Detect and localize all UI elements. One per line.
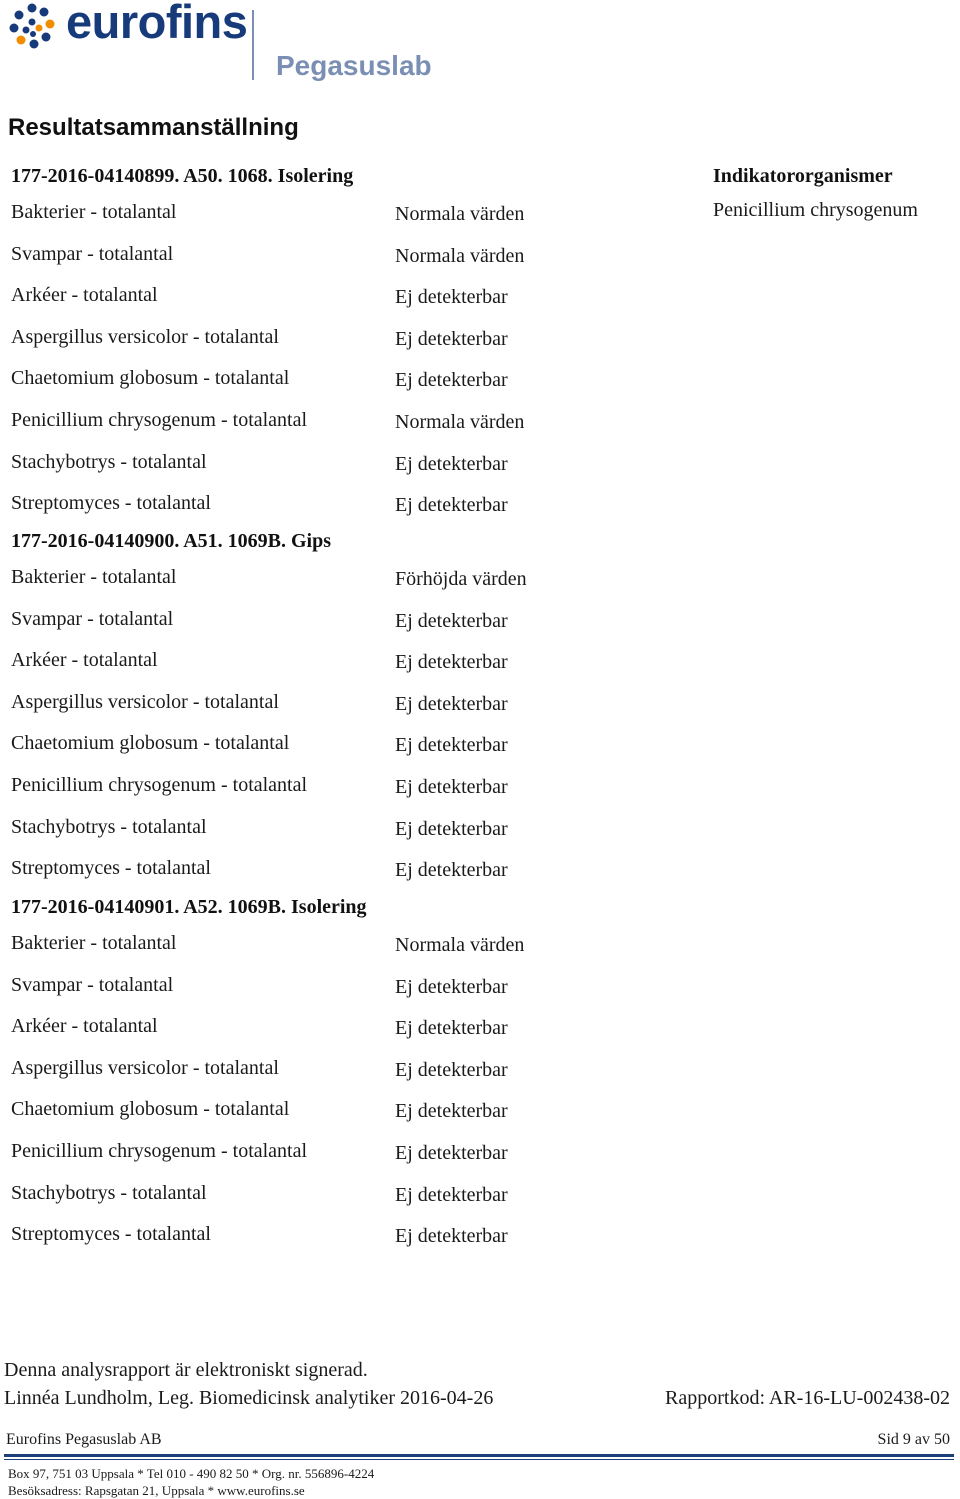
logo-divider [252,10,254,80]
result-value: Förhöjda värden [395,568,527,590]
sub-brand-name: Pegasuslab [276,50,432,81]
result-value: Ej detekterbar [395,859,508,882]
result-row [0,974,700,1004]
eurofins-logo [4,0,444,100]
result-row [0,1098,700,1128]
page-title: Resultatsammanställning [8,114,299,141]
eurofins-dots-icon [6,2,58,54]
result-row [0,409,700,439]
result-value: Ej detekterbar [395,369,508,392]
result-value: Ej detekterbar [395,1058,508,1081]
organism-label: Aspergillus versicolor - totalantal [11,690,279,713]
organism-label: Stachybotrys - totalantal [11,815,207,838]
report-code: Rapportkod: AR-16-LU-002438-02 [665,1387,950,1409]
result-value: Normala värden [395,934,525,956]
result-row [0,857,700,887]
brand-name: eurofins [66,0,248,48]
result-row [0,492,700,522]
organism-label: Svampar - totalantal [11,607,174,630]
visit-address-line: Besöksadress: Rapsgatan 21, Uppsala * www.eurofins.se [8,1483,305,1498]
organism-label: Penicillium chrysogenum - totalantal [11,1140,308,1162]
result-value: Ej detekterbar [395,817,508,840]
result-row [0,608,700,638]
organism-label: Penicillium chrysogenum - totalantal [11,409,308,431]
organism-label: Arkéer - totalantal [11,649,158,672]
result-row [0,1015,700,1045]
result-row [0,1057,700,1087]
result-row [0,243,700,273]
result-row [0,691,700,721]
result-value: Ej detekterbar [395,286,508,309]
result-value: Ej detekterbar [395,1225,508,1248]
organism-label: Penicillium chrysogenum - totalantal [11,774,308,796]
result-row [0,451,700,481]
result-row [0,774,700,804]
footer-rule-thin [4,1459,954,1460]
result-value: Normala värden [395,411,525,433]
result-row [0,326,700,356]
footer-rule [4,1454,954,1457]
result-row [0,367,700,397]
organism-label: Arkéer - totalantal [11,1015,158,1038]
indicator-title: Indikatororganismer [713,165,893,187]
organism-label: Stachybotrys - totalantal [11,1181,207,1204]
result-value: Ej detekterbar [395,452,508,475]
organism-label: Arkéer - totalantal [11,284,158,307]
result-row [0,566,700,596]
result-value: Ej detekterbar [395,609,508,632]
result-value: Ej detekterbar [395,651,508,674]
result-row [0,932,700,962]
result-row [0,1140,700,1170]
result-row [0,201,700,231]
result-value: Ej detekterbar [395,692,508,715]
organism-label: Aspergillus versicolor - totalantal [11,1056,279,1079]
organism-label: Streptomyces - totalantal [11,1223,211,1246]
organism-label: Aspergillus versicolor - totalantal [11,325,279,348]
organism-label: Stachybotrys - totalantal [11,450,207,473]
company-name: Eurofins Pegasuslab AB [6,1431,162,1448]
organism-label: Chaetomium globosum - totalantal [11,1098,290,1121]
result-row [0,284,700,314]
result-row [0,1182,700,1212]
sample-heading: 177-2016-04140899. A50. 1068. Isolering [11,165,354,187]
page-number: Sid 9 av 50 [877,1431,950,1448]
result-value: Ej detekterbar [395,1017,508,1040]
signed-note: Denna analysrapport är elektroniskt signerad. [4,1359,368,1381]
result-row [0,816,700,846]
organism-label: Svampar - totalantal [11,973,174,996]
organism-label: Streptomyces - totalantal [11,857,211,880]
result-value: Normala värden [395,244,525,267]
result-value: Ej detekterbar [395,1142,508,1164]
result-value: Ej detekterbar [395,494,508,517]
organism-label: Bakterier - totalantal [11,201,177,223]
result-value: Ej detekterbar [395,1100,508,1123]
organism-label: Chaetomium globosum - totalantal [11,367,290,390]
sample-heading: 177-2016-04140901. A52. 1069B. Isolering [11,896,367,918]
address-line: Box 97, 751 03 Uppsala * Tel 010 - 490 82 50 * Org. nr. 556896-4224 [8,1466,375,1481]
organism-label: Svampar - totalantal [11,242,174,265]
result-value: Ej detekterbar [395,776,508,798]
result-value: Ej detekterbar [395,734,508,757]
organism-label: Bakterier - totalantal [11,932,177,954]
sample-heading: 177-2016-04140900. A51. 1069B. Gips [11,530,332,552]
result-value: Normala värden [395,203,525,225]
result-row [0,649,700,679]
result-row [0,1223,700,1253]
result-value: Ej detekterbar [395,975,508,998]
organism-label: Bakterier - totalantal [11,566,177,588]
result-value: Ej detekterbar [395,1183,508,1206]
signer: Linnéa Lundholm, Leg. Biomedicinsk analytiker 2016-04-26 [4,1387,494,1409]
result-value: Ej detekterbar [395,327,508,350]
organism-label: Chaetomium globosum - totalantal [11,732,290,755]
result-row [0,732,700,762]
indicator-item: Penicillium chrysogenum [713,199,918,221]
organism-label: Streptomyces - totalantal [11,492,211,515]
